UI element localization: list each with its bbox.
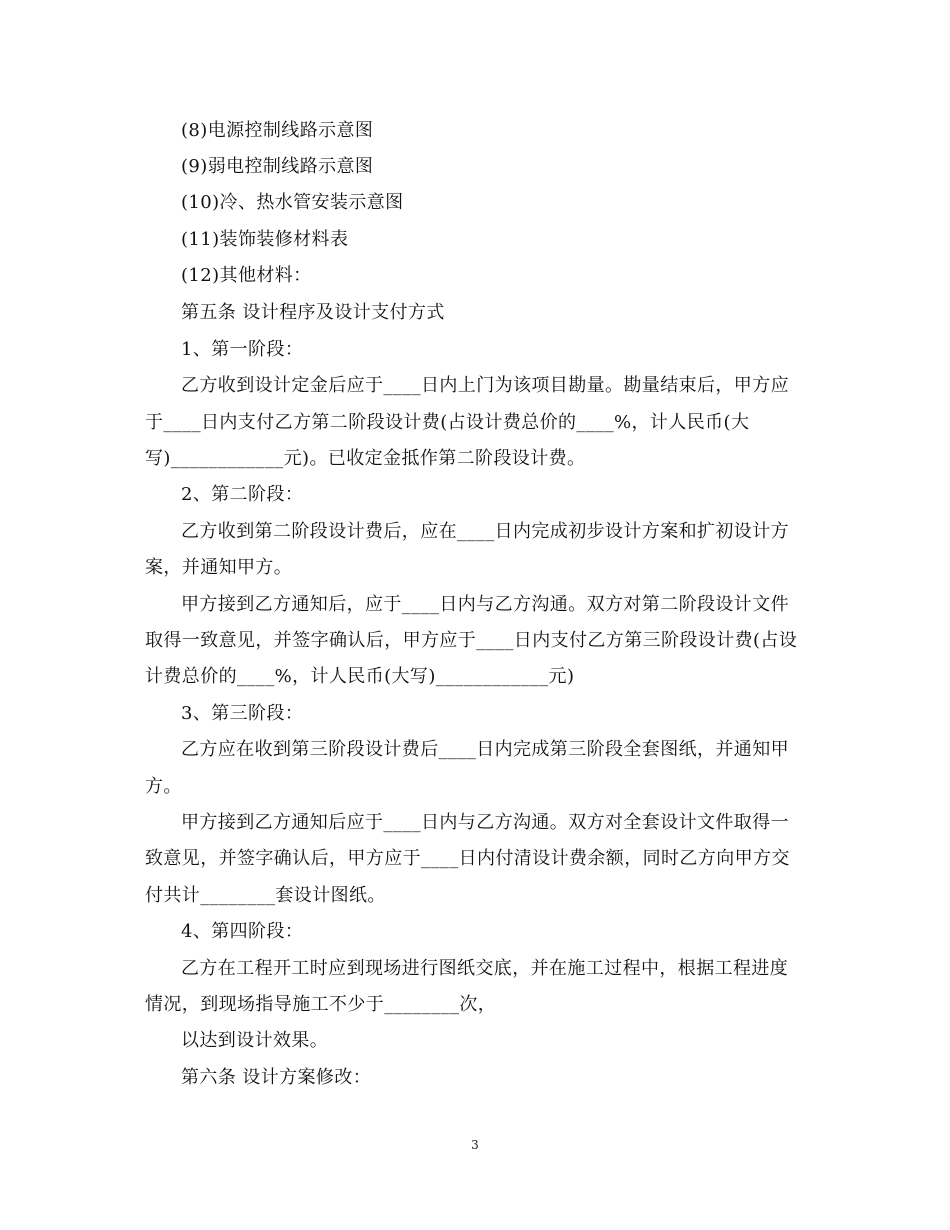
stage-heading-1: 1、第一阶段： xyxy=(181,339,304,360)
paragraph-line: 写)____________元)。已收定金抵作第二阶段设计费。 xyxy=(145,448,586,469)
section-heading-article-5: 第五条 设计程序及设计支付方式 xyxy=(181,302,445,323)
list-item-11: (11)装饰装修材料表 xyxy=(181,229,349,250)
stage-heading-3: 3、第三阶段： xyxy=(181,703,304,724)
list-item-12: (12)其他材料： xyxy=(181,265,312,286)
paragraph-line: 方。 xyxy=(145,776,182,797)
paragraph-line: 乙方在工程开工时应到现场进行图纸交底，并在施工过程中，根据工程进度 xyxy=(181,958,789,979)
paragraph-line: 计费总价的____%，计人民币(大写)____________元) xyxy=(145,666,575,687)
paragraph-line: 甲方接到乙方通知后应于____日内与乙方沟通。双方对全套设计文件取得一 xyxy=(181,812,789,833)
paragraph-line: 付共计________套设计图纸。 xyxy=(145,885,386,906)
paragraph-line: 于____日内支付乙方第二阶段设计费(占设计费总价的____%，计人民币(大 xyxy=(145,412,750,433)
stage-heading-4: 4、第四阶段： xyxy=(181,921,304,942)
paragraph-line: 乙方收到设计定金后应于____日内上门为该项目勘量。勘量结束后，甲方应 xyxy=(181,375,789,396)
paragraph-line: 情况，到现场指导施工不少于________次， xyxy=(145,994,497,1015)
paragraph-line: 以达到设计效果。 xyxy=(181,1030,329,1051)
paragraph-line: 案，并通知甲方。 xyxy=(145,557,293,578)
paragraph-line: 取得一致意见，并签字确认后，甲方应于____日内支付乙方第三阶段设计费(占设 xyxy=(145,630,798,651)
paragraph-line: 致意见，并签字确认后，甲方应于____日内付清设计费余额，同时乙方向甲方交 xyxy=(145,848,790,869)
page-number: 3 xyxy=(471,1138,479,1152)
list-item-10: (10)冷、热水管安装示意图 xyxy=(181,192,404,213)
list-item-8: (8)电源控制线路示意图 xyxy=(181,120,374,141)
list-item-9: (9)弱电控制线路示意图 xyxy=(181,156,374,177)
paragraph-line: 乙方应在收到第三阶段设计费后____日内完成第三阶段全套图纸，并通知甲 xyxy=(181,739,789,760)
stage-heading-2: 2、第二阶段： xyxy=(181,484,304,505)
paragraph-line: 乙方收到第二阶段设计费后，应在____日内完成初步设计方案和扩初设计方 xyxy=(181,521,789,542)
paragraph-line: 甲方接到乙方通知后，应于____日内与乙方沟通。双方对第二阶段设计文件 xyxy=(181,594,789,615)
section-heading-article-6: 第六条 设计方案修改： xyxy=(181,1067,372,1088)
